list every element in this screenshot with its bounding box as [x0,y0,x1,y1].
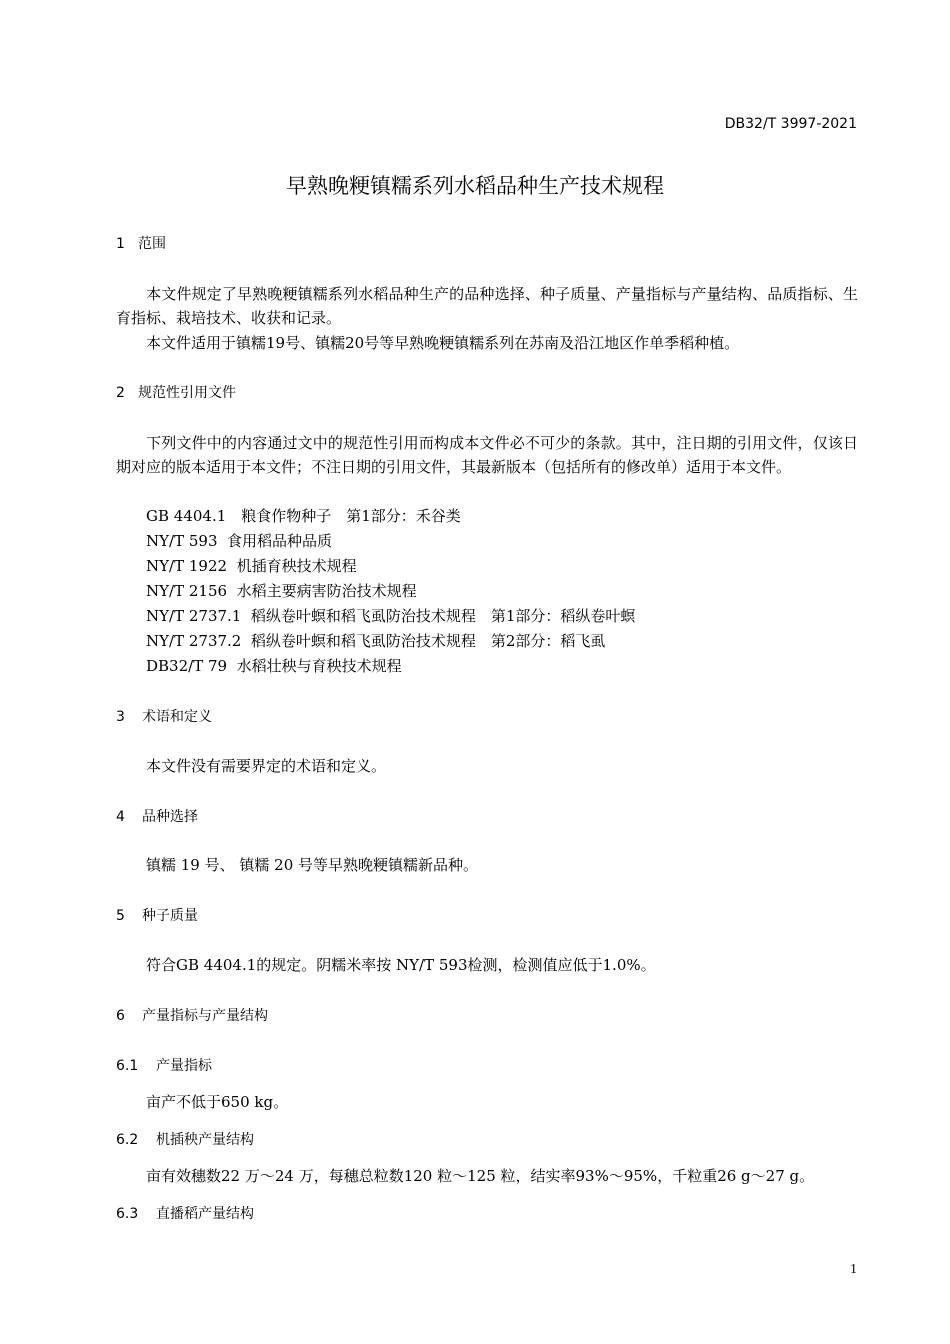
subsection-title: 直播稻产量结构 [156,1206,254,1222]
section-title: 规范性引用文件 [138,385,236,401]
subsection-number: 6.3 [116,1206,139,1222]
reference-item: NY/T 2737.1 稻纵卷叶螟和稻飞虱防治技术规程 第1部分：稻纵卷叶螟 [146,607,636,625]
paragraph: 亩有效穗数22 万～24 万，每穗总粒数120 粒～125 粒，结实率93%～95%，千粒重26 g～27 g。 [146,1167,815,1185]
section-heading-5 [116,905,198,925]
section-heading-1 [116,233,166,253]
reference-item: DB32/T 79 水稻壮秧与育秧技术规程 [146,657,402,675]
paragraph: 符合GB 4404.1的规定。阴糯米率按 NY/T 593检测，检测值应低于1.0%。 [146,956,656,974]
subsection-heading-6-1 [116,1055,212,1075]
subsection-heading-6-2 [116,1129,254,1149]
page-number: 1 [850,1262,857,1277]
section-number: 5 [116,908,125,924]
paragraph: 镇糯 19 号、 镇糯 20 号等早熟晚粳镇糯新品种。 [146,856,479,874]
section-number: 6 [116,1008,125,1024]
document-title: 早熟晚粳镇糯系列水稻品种生产技术规程 [286,174,664,198]
section-heading-4 [116,806,198,826]
section-heading-3 [116,706,212,726]
paragraph: 亩产不低于650 kg。 [146,1093,289,1111]
section-number: 3 [116,709,125,725]
paragraph: 下列文件中的内容通过文中的规范性引用而构成本文件必不可少的条款。其中，注日期的引用文件，仅该日期对应的版本适用于本文件；不注日期的引用文件，其最新版本（包括所有的修改单）适用于本文件。 [116,434,858,476]
section-title: 品种选择 [142,809,198,825]
section-heading-2 [116,382,236,402]
subsection-title: 产量指标 [156,1058,212,1074]
subsection-number: 6.2 [116,1132,139,1148]
subsection-number: 6.1 [116,1058,139,1074]
section-title: 术语和定义 [142,709,212,725]
paragraph: 本文件没有需要界定的术语和定义。 [146,757,387,775]
subsection-title: 机插秧产量结构 [156,1132,254,1148]
section-title: 范围 [138,236,166,252]
standard-code: DB32/T 3997-2021 [724,116,857,132]
section-heading-6 [116,1005,268,1025]
reference-item: GB 4404.1 粮食作物种子 第1部分：禾谷类 [146,507,461,525]
reference-item: NY/T 593 食用稻品种品质 [146,532,333,550]
paragraph: 本文件适用于镇糯19号、镇糯20号等早熟晚粳镇糯系列在苏南及沿江地区作单季稻种植。 [146,334,740,352]
paragraph: 本文件规定了早熟晚粳镇糯系列水稻品种生产的品种选择、种子质量、产量指标与产量结构、品质指标、生育指标、栽培技术、收获和记录。 [116,285,858,327]
reference-item: NY/T 1922 机插育秧技术规程 [146,557,357,575]
section-number: 2 [116,385,125,401]
section-title: 产量指标与产量结构 [142,1008,268,1024]
section-number: 1 [116,236,125,252]
reference-item: NY/T 2156 水稻主要病害防治技术规程 [146,582,417,600]
section-number: 4 [116,809,125,825]
section-title: 种子质量 [142,908,198,924]
subsection-heading-6-3 [116,1203,254,1223]
reference-item: NY/T 2737.2 稻纵卷叶螟和稻飞虱防治技术规程 第2部分：稻飞虱 [146,632,606,650]
